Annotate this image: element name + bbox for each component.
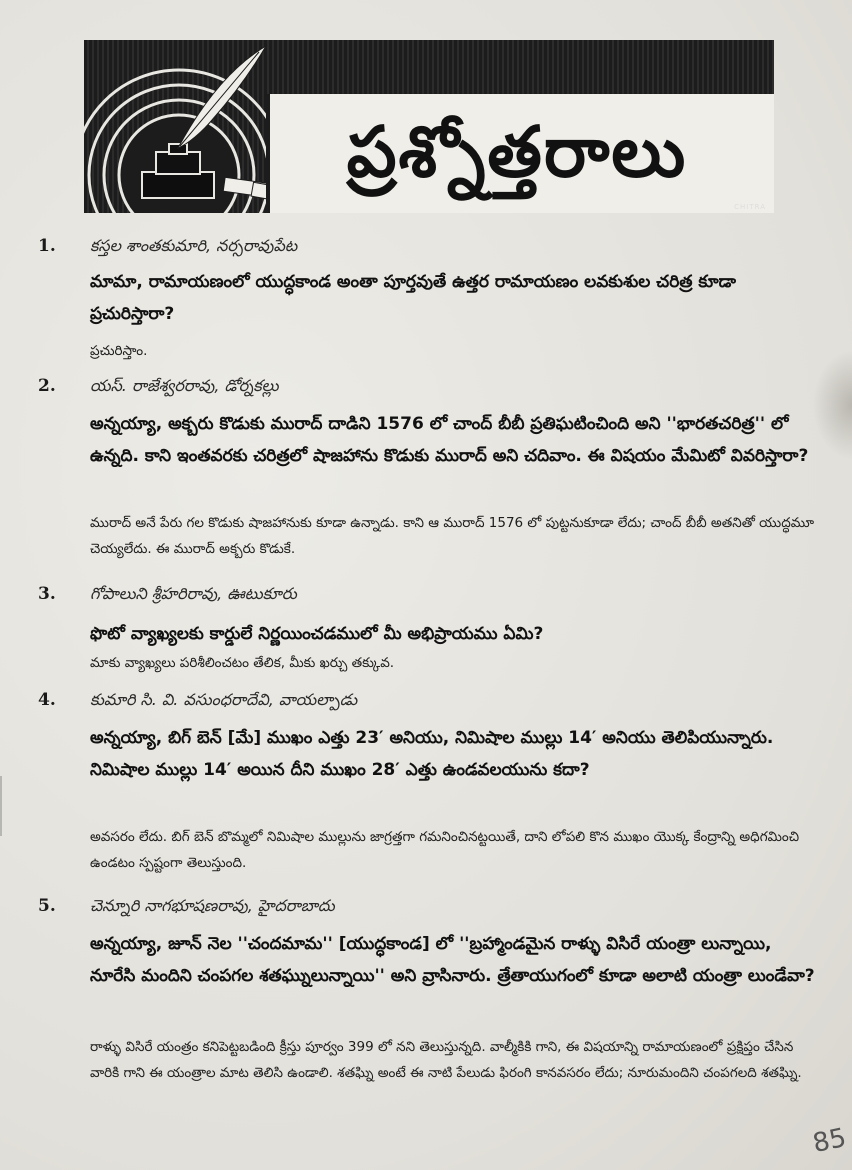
margin-mark — [0, 776, 12, 836]
question-number: 1. — [38, 236, 56, 256]
page-number-mark: 85 — [810, 1122, 849, 1160]
question-text: అన్నయ్యా, బిగ్ బెన్ [మే] ముఖం ఎత్తు 23′ అనియు, నిమిషాల ముల్లు 14′ అనియు తెలిపియున్నారు. నిమిషాల ముల్లు 14′ అయిన దీని ముఖం 28′ ఎత్తు ఉండవలయును కదా? — [90, 728, 774, 780]
asker-name: గోపాలుని శ్రీహరిరావు, ఊటుకూరు — [90, 584, 297, 603]
asker-name: కుమారి సి. వి. వసుంధరాదేవి, వాయల్పాడు — [90, 690, 358, 709]
question-text: ఫొటో వ్యాఖ్యలకు కార్డులే నిర్ణయించడములో మీ అభిప్రాయము ఏమి? — [90, 624, 544, 644]
asker-name: యస్. రాజేశ్వరరావు, డోర్నకల్లు — [90, 376, 279, 395]
answer-text: ప్రచురిస్తాం. — [90, 343, 148, 359]
asker-name: చెన్నూరి నాగభూషణరావు, హైదరాబాదు — [90, 896, 335, 915]
answer-text: మురాద్ అనే పేరు గల కొడుకు షాజహానుకు కూడా ఉన్నాడు. కాని ఆ మురాద్ 1576 లో పుట్టనుకూడా లేదు; చాంద్ బీబీ అతనితో యుద్ధమూ చెయ్యలేదు. ఈ మురాద్ అక్బరు కొడుకే. — [90, 515, 815, 557]
asker-name: కస్తల శాంతకుమారి, నర్సరావుపేట — [90, 236, 298, 255]
page-title: ప్రశ్నోత్తరాలు — [346, 110, 688, 193]
question-number: 4. — [38, 690, 56, 710]
answer-text: మాకు వ్యాఖ్యలు పరిశీలించటం తేలిక, మీకు ఖర్చు తక్కువ. — [90, 655, 395, 671]
header-banner — [84, 40, 774, 213]
page-blemish — [812, 350, 852, 460]
answer-text: అవసరం లేదు. బిగ్ బెన్ బొమ్మలో నిమిషాల ముల్లును జాగ్రత్తగా గమనించినట్టయితే, దాని లోపలి కొన ముఖం యొక్క కేంద్రాన్ని అధిగమించి ఉండటం స్పష్టంగా తెలుస్తుంది. — [90, 829, 800, 871]
question-text: అన్నయ్యా, జూన్ నెల ''చందమామ'' [యుద్ధకాండ] లో ''బ్రహ్మాండమైన రాళ్ళు విసిరే యంత్రా లున్నాయి, నూరేసి మందిని చంపగల శతఘ్నులున్నాయి'' అని వ్రాసినారు. త్రేతాయుగంలో కూడా అలాటి యంత్రా లుండేవా? — [90, 934, 815, 986]
question-number: 2. — [38, 376, 56, 396]
answer-text: రాళ్ళు విసిరే యంత్రం కనిపెట్టబడింది క్రీస్తు పూర్వం 399 లో నని తెలుస్తున్నది. వాల్మీకికి గాని, ఈ విషయాన్ని రామాయణంలో ప్రక్షిప్తం చేసిన వారికి గాని ఈ యంత్రాల మాట తెలిసి ఉండాలి. శతఘ్ని అంటే ఈ నాటి పేలుడు ఫిరంగి కానవసరం లేదు; నూరుమందిని చంపగలది శతఘ్ని. — [90, 1039, 802, 1081]
question-number: 5. — [38, 896, 56, 916]
question-text: మామా, రామాయణంలో యుద్ధకాండ అంతా పూర్తవుతే ఉత్తర రామాయణం లవకుశుల చరిత్ర కూడా ప్రచురిస్తారా? — [90, 272, 736, 324]
question-text: అన్నయ్యా, అక్బరు కొడుకు మురాద్ దాడిని 1576 లో చాంద్ బీబీ ప్రతిఘటించింది అని ''భారతచరిత్ర'' లో ఉన్నది. కాని ఇంతవరకు చరిత్రలో షాజహాను కొడుకు మురాద్ అని చదివాం. ఈ విషయం మేమిటో వివరిస్తారా? — [90, 414, 809, 466]
artist-signature: CHITRA — [734, 203, 766, 211]
question-number: 3. — [38, 584, 56, 604]
